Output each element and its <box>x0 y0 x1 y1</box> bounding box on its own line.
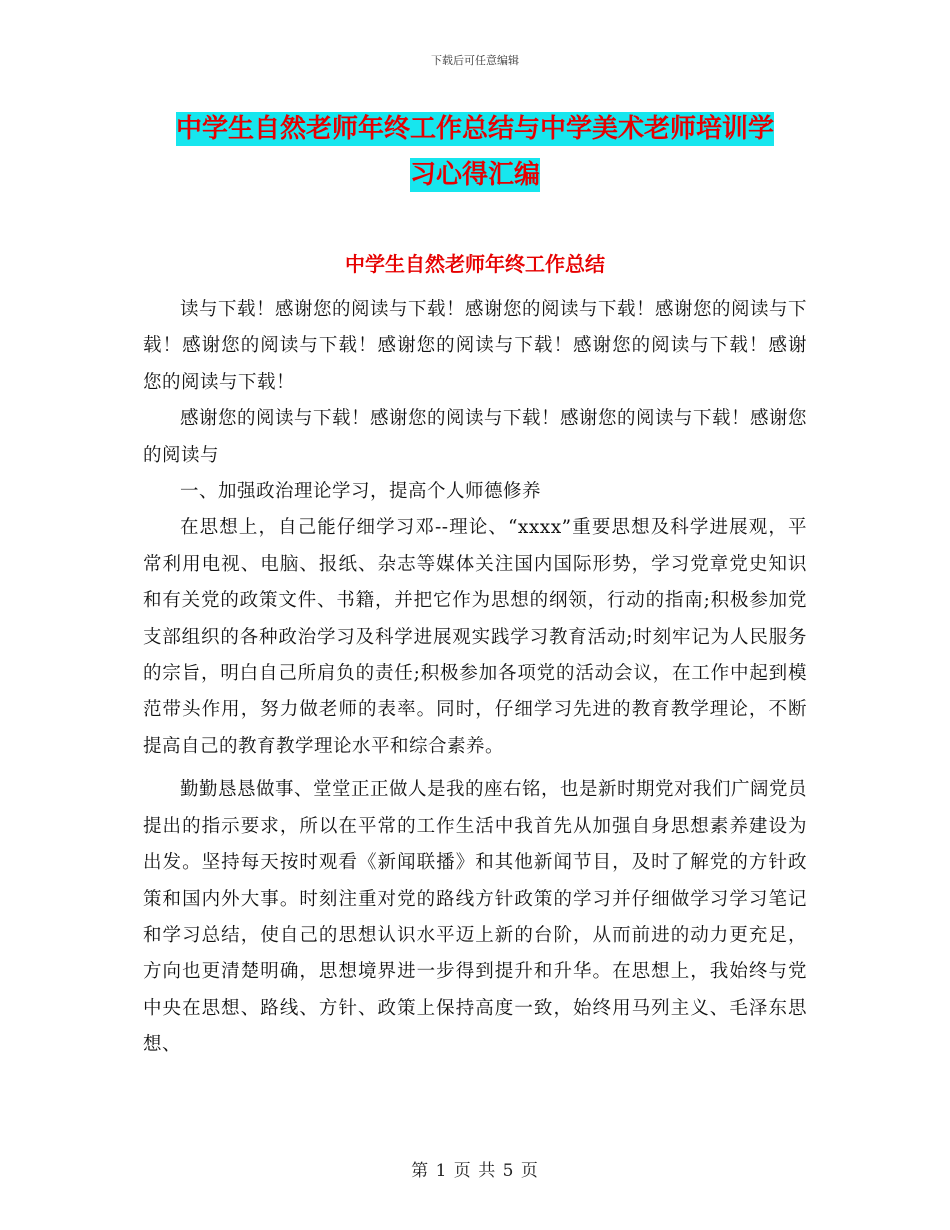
header-note: 下载后可任意编辑 <box>431 54 519 67</box>
section-title: 中学生自然老师年终工作总结 <box>345 252 605 276</box>
paragraph-1: 读与下载！感谢您的阅读与下载！感谢您的阅读与下载！感谢您的阅读与下载！感谢您的阅读与下载！感谢您的阅读与下载！感谢您的阅读与下载！感谢您的阅读与下载！ <box>143 299 808 393</box>
paragraph-3-heading: 一、加强政治理论学习，提高个人师德修养 <box>180 481 542 503</box>
page-footer: 第 1 页 共 5 页 <box>411 1161 539 1181</box>
paragraph-4: 在思想上，自己能仔细学习邓--理论、“xxxx”重要思想及科学进展观，平常利用电视、电脑、报纸、杂志等媒体关注国内国际形势，学习党章党史知识和有关党的政策文件、书籍，并把它作为思想的纲领，行动的指南;积极参加党支部组织的各种政治学习及科学进展观实践学习教育活动;时刻牢记为人民服务的宗旨，明白自己所肩负的责任;积极参加各项党的活动会议，在工作中起到模范带头作用，努力做老师的表率。同时，仔细学习先进的教育教学理论，不断提高自己的教育教学理论水平和综合素养。 <box>143 517 807 757</box>
paragraph-5: 勤勤恳恳做事、堂堂正正做人是我的座右铭，也是新时期党对我们广阔党员提出的指示要求，所以在平常的工作生活中我首先从加强自身思想素养建设为出发。坚持每天按时观看《新闻联播》和其他新闻节目，及时了解党的方针政策和国内外大事。时刻注重对党的路线方针政策的学习并仔细做学习学习笔记和学习总结，使自己的思想认识水平迈上新的台阶，从而前进的动力更充足，方向也更清楚明确，思想境界进一步得到提升和升华。在思想上，我始终与党中央在思想、路线、方针、政策上保持高度一致，始终用马列主义、毛泽东思想、 <box>143 779 808 1056</box>
document-title <box>140 106 810 198</box>
body-text <box>143 292 807 1064</box>
paragraph-2: 感谢您的阅读与下载！感谢您的阅读与下载！感谢您的阅读与下载！感谢您的阅读与 <box>143 408 808 466</box>
document-title-line-2: 习心得汇编 <box>409 160 540 190</box>
document-title-line-1: 中学生自然老师年终工作总结与中学美术老师培训学 <box>175 114 774 144</box>
